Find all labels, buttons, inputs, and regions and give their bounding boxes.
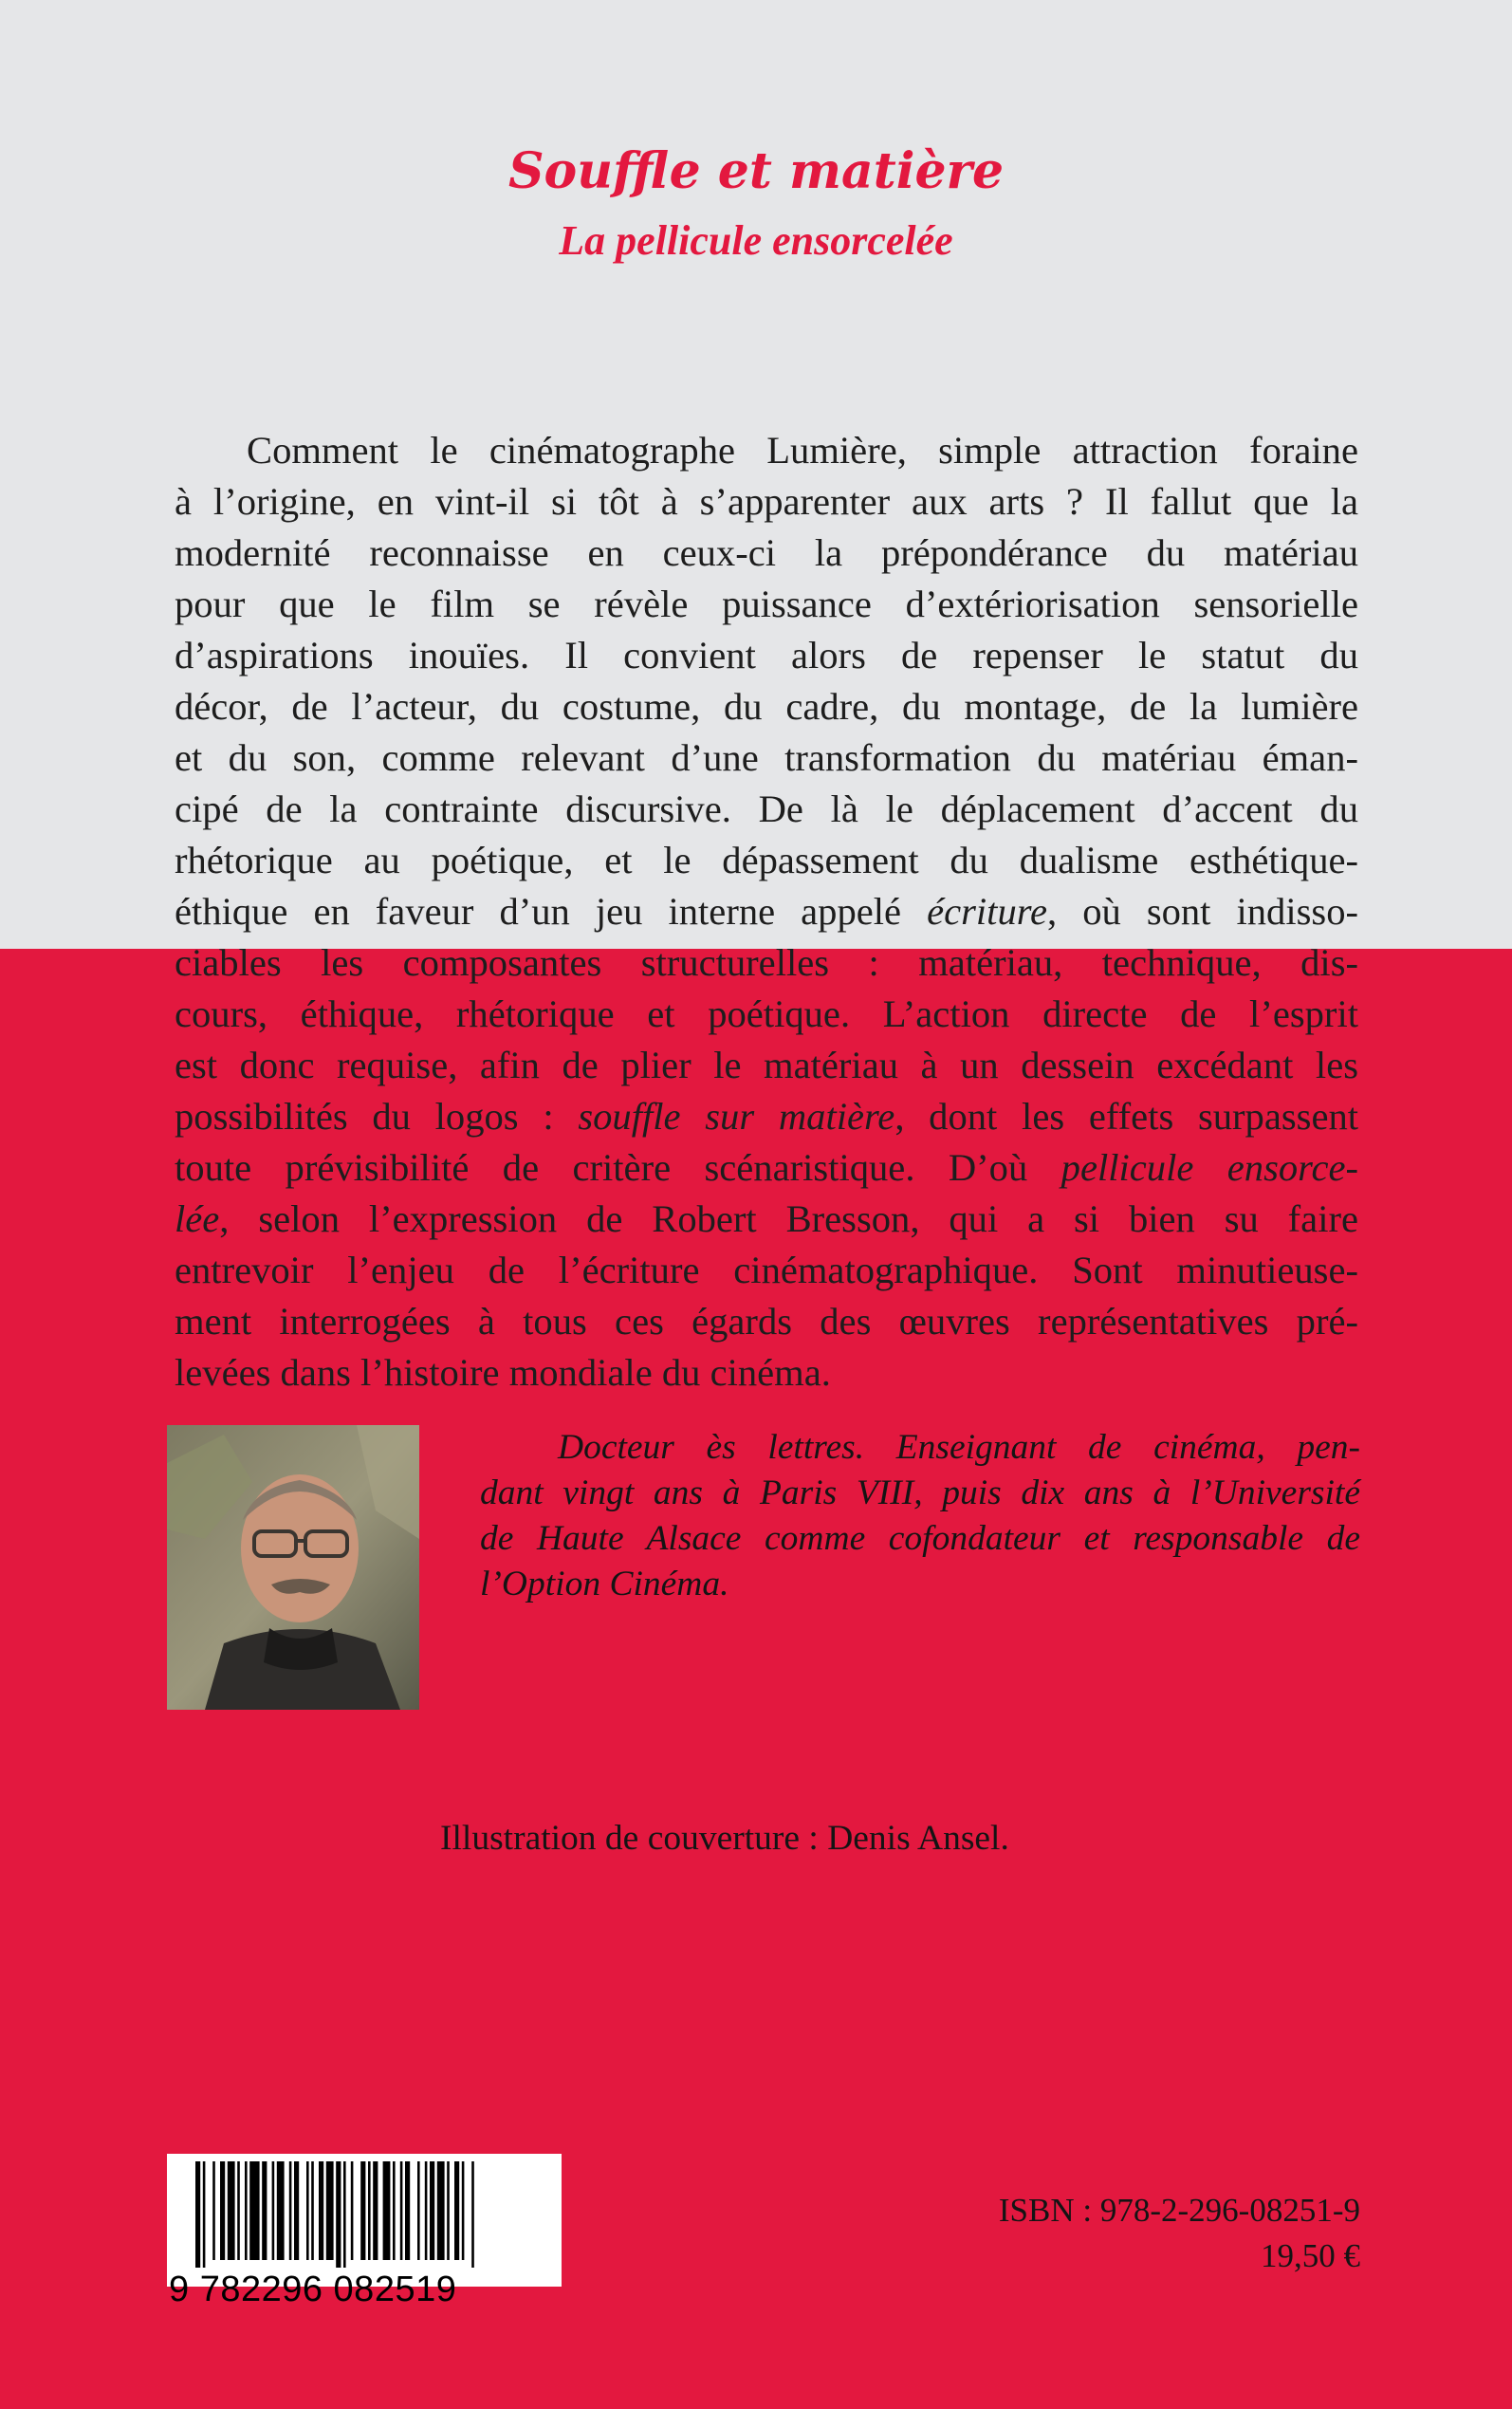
blurb-line: Comment le cinématographe Lumière, simple attraction foraine <box>247 429 1358 472</box>
barcode-bar <box>430 2161 434 2260</box>
bio-line: Docteur ès lettres. Enseignant de cinéma, pen- <box>558 1428 1360 1467</box>
blurb-line <box>175 1091 1358 1142</box>
blurb-line <box>175 1194 1358 1245</box>
blurb <box>175 425 1358 1399</box>
barcode-bar <box>277 2161 285 2260</box>
bio-line: l’Option Cinéma. <box>480 1565 729 1603</box>
barcode-bar <box>343 2161 346 2268</box>
barcode-digits: 9 782296 082519 <box>169 2270 457 2309</box>
barcode-bar <box>203 2161 206 2268</box>
blurb-line <box>175 886 1358 937</box>
barcode-bar <box>393 2161 396 2260</box>
blurb-line: décor, de l’acteur, du costume, du cadre, du montage, de la lumière <box>175 685 1358 728</box>
barcode-bar <box>373 2161 378 2260</box>
barcode-bar <box>437 2161 445 2260</box>
barcode-bar <box>212 2161 215 2260</box>
blurb-text: , dont les effets surpassent <box>894 1095 1359 1138</box>
barcode-bar <box>289 2161 292 2260</box>
blurb-line: ment interrogées à tous ces égards des œuvres représentatives pré- <box>175 1300 1358 1343</box>
barcode-bar <box>383 2161 391 2260</box>
blurb-emphasis: pellicule ensorce- <box>1060 1146 1358 1189</box>
blurb-line: est donc requise, afin de plier le matériau à un dessein excédant les <box>175 1044 1358 1086</box>
blurb-emphasis: écriture <box>927 890 1048 933</box>
barcode-bar <box>454 2161 459 2260</box>
blurb-emphasis: lée <box>175 1197 220 1240</box>
blurb-line: rhétorique au poétique, et le dépassement du dualisme esthétique- <box>175 839 1358 881</box>
book-title: Souffle et matière <box>507 142 1005 200</box>
barcode-bar <box>272 2161 275 2260</box>
barcode-bar <box>195 2161 200 2268</box>
isbn: ISBN : 978-2-296-08251-9 <box>998 2192 1360 2229</box>
blurb-text: possibilités du logos : <box>175 1095 579 1138</box>
barcode-bar <box>306 2161 309 2260</box>
author-photo <box>167 1425 419 1710</box>
barcode-bar <box>319 2161 323 2260</box>
price: 19,50 € <box>1261 2237 1360 2274</box>
barcode-bar <box>311 2161 314 2260</box>
author-portrait-icon <box>167 1425 419 1710</box>
barcode-bars-icon <box>167 2154 562 2268</box>
barcode-bar <box>262 2161 267 2260</box>
blurb-line: entrevoir l’enjeu de l’écriture cinématographique. Sont minutieuse- <box>175 1249 1358 1291</box>
blurb-line: cours, éthique, rhétorique et poétique. L’action directe de l’esprit <box>175 992 1358 1035</box>
blurb-line <box>175 1142 1358 1194</box>
blurb-line: modernité reconnaisse en ceux-ci la prépondérance du matériau <box>175 531 1358 574</box>
blurb-line: d’aspirations inouïes. Il convient alors de repenser le statut du <box>175 634 1358 676</box>
blurb-emphasis: souffle sur matière <box>578 1095 895 1138</box>
barcode-bar <box>249 2161 259 2260</box>
barcode-bar <box>228 2161 235 2260</box>
blurb-text: , selon l’expression de Robert Bresson, qui a si bien su faire <box>219 1197 1358 1240</box>
barcode-bar <box>220 2161 225 2260</box>
barcode-bar <box>237 2161 240 2260</box>
barcode <box>167 2154 562 2287</box>
blurb-line: pour que le film se révèle puissance d’extériorisation sensorielle <box>175 583 1358 625</box>
illustration-credit: Illustration de couverture : Denis Ansel. <box>440 1819 1009 1858</box>
barcode-bar <box>351 2161 354 2260</box>
barcode-bar <box>405 2161 410 2260</box>
blurb-line: et du son, comme relevant d’une transformation du matériau éman- <box>175 736 1358 779</box>
barcode-bar <box>245 2161 248 2260</box>
barcode-bar <box>326 2161 334 2260</box>
blurb-line: à l’origine, en vint-il si tôt à s’apparenter aux arts ? Il fallut que la <box>175 480 1358 523</box>
blurb-line: cipé de la contrainte discursive. De là le déplacement d’accent du <box>175 788 1358 830</box>
barcode-bar <box>400 2161 403 2260</box>
bio-line: dant vingt ans à Paris VIII, puis dix ans à l’Université <box>480 1473 1360 1512</box>
barcode-bar <box>336 2161 341 2268</box>
bio-line: de Haute Alsace comme cofondateur et responsable de <box>480 1519 1360 1558</box>
barcode-bar <box>417 2161 420 2260</box>
author-bio <box>480 1425 1360 1607</box>
barcode-bar <box>462 2161 465 2260</box>
barcode-bar <box>360 2161 365 2260</box>
barcode-bar <box>471 2161 474 2268</box>
book-subtitle: La pellicule ensorcelée <box>559 217 953 264</box>
blurb-line: ciables les composantes structurelles : matériau, technique, dis- <box>175 941 1358 984</box>
barcode-bar <box>368 2161 371 2260</box>
barcode-bar <box>425 2161 428 2260</box>
blurb-text: , où sont indisso- <box>1047 890 1358 933</box>
barcode-bar <box>447 2161 450 2260</box>
blurb-line: levées dans l’histoire mondiale du cinéma. <box>175 1351 831 1394</box>
blurb-text: toute prévisibilité de critère scénaristique. D’où <box>175 1146 1061 1189</box>
blurb-text: éthique en faveur d’un jeu interne appelé <box>175 890 928 933</box>
barcode-bar <box>294 2161 299 2260</box>
